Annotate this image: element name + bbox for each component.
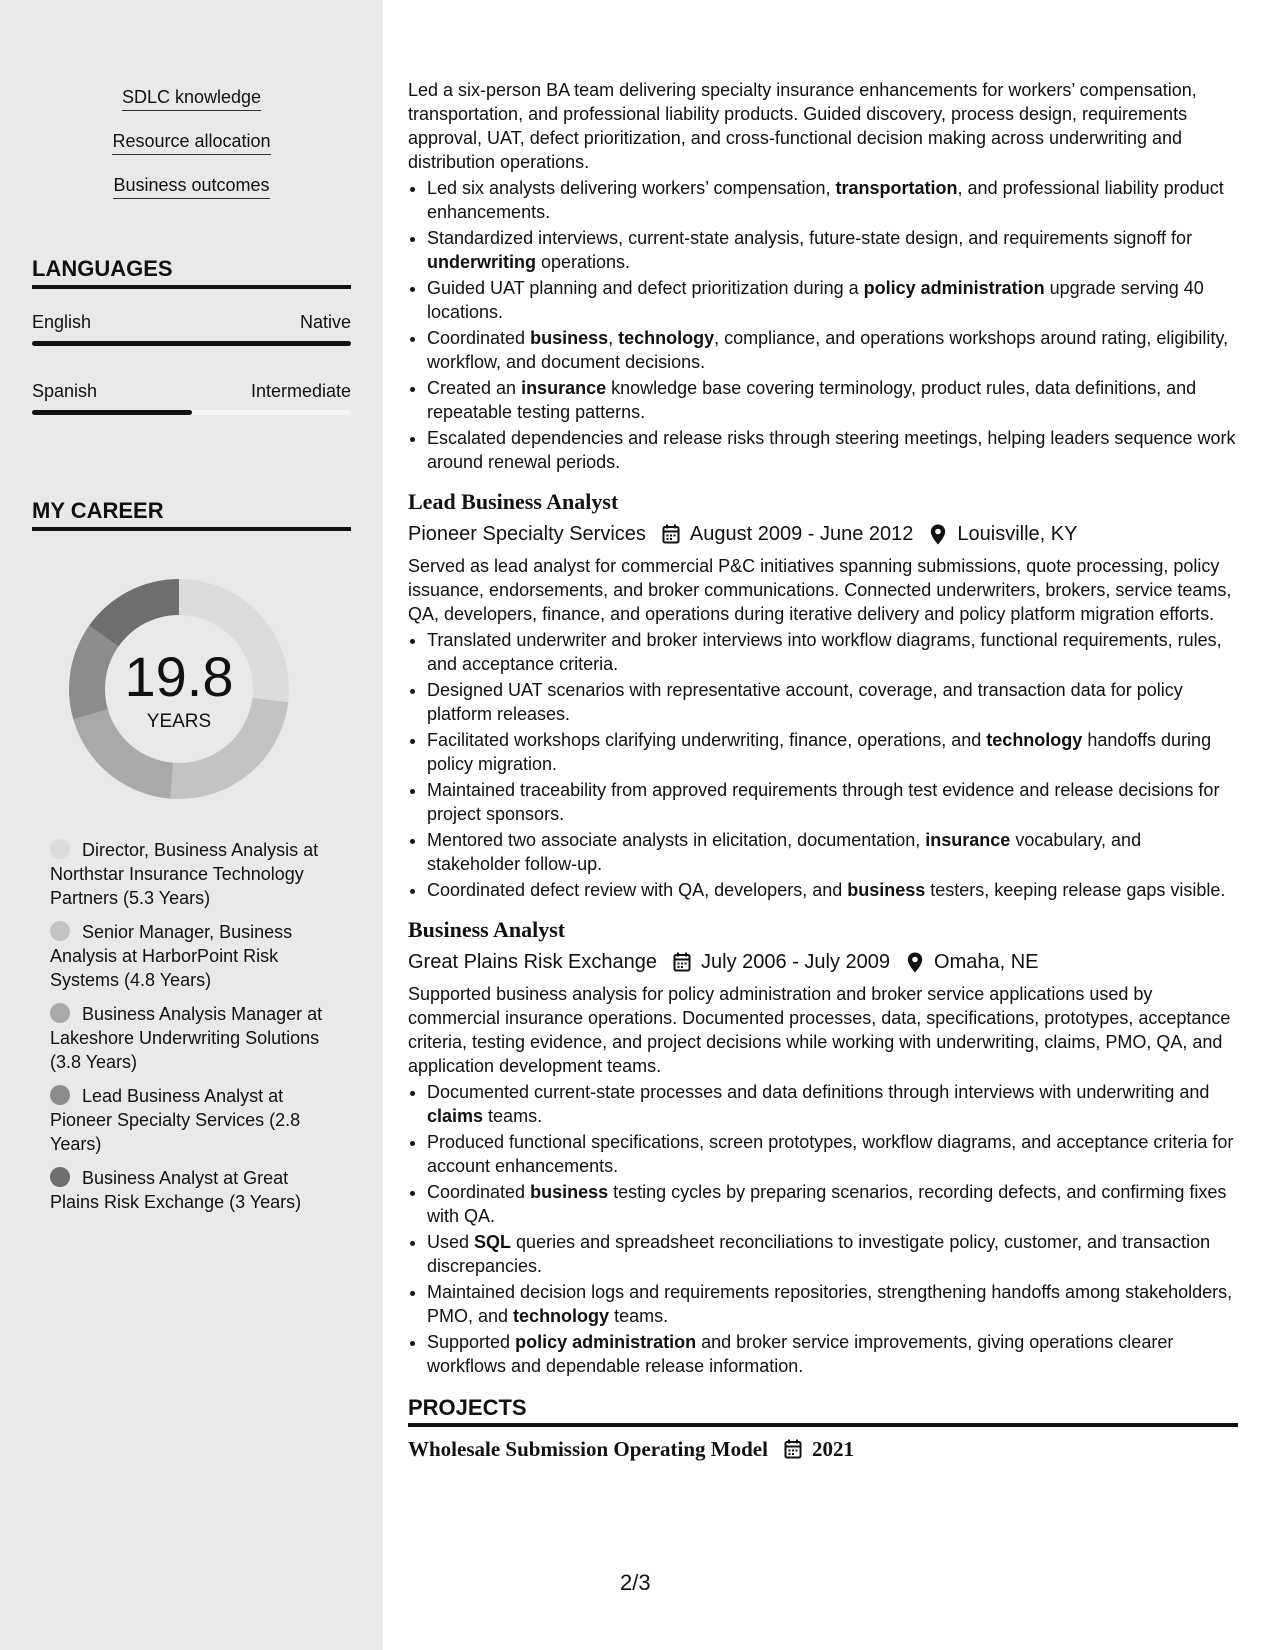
legend-label: Business Analysis Manager at Lakeshore Underwriting Solutions (3.8 Years) [50,1004,323,1072]
projects-heading: PROJECTS [408,1396,1238,1427]
project-year: 2021 [811,1437,854,1461]
legend-dot [50,839,70,859]
bullet-item: • Maintained traceability from approved requirements through test evidence and release decisions for project sponsors. [427,778,1238,826]
language-name: Spanish [32,381,98,401]
job-title: Business Analyst [408,917,566,942]
legend-label: Senior Manager, Business Analysis at HarborPoint Risk Systems (4.8 Years) [50,922,293,990]
language-english [32,312,351,346]
legend-dot [50,921,70,941]
language-level: Intermediate [250,381,351,401]
calendar-icon [671,951,693,973]
job-location: Omaha, NE [934,951,1039,973]
bullet-item: • Created an insurance knowledge base covering terminology, product rules, data definitions, and repeatable testing patterns. [427,376,1238,424]
skill-item: SDLC knowledge [122,84,261,111]
bullet-item: • Translated underwriter and broker interviews into workflow diagrams, functional requirements, rules, and acceptance criteria. [427,628,1238,676]
language-proficiency-fill [32,341,351,346]
skills-list [32,84,351,216]
languages-heading: LANGUAGES [32,256,351,289]
skill-item: Resource allocation [112,128,270,155]
job-dates: August 2009 - June 2012 [689,523,914,545]
job-company: Pioneer Specialty Services [408,523,646,545]
language-proficiency-fill [32,410,192,415]
bullet-item: • Mentored two associate analysts in elicitation, documentation, insurance vocabulary, and stakeholder follow-up. [427,828,1238,876]
skill-item: Business outcomes [113,172,269,199]
job-bullets [408,1080,1238,1378]
main-content [408,78,1238,1461]
bullet-item: • Guided UAT planning and defect prioritization during a policy administration upgrade serving 40 locations. [427,276,1238,324]
language-level: Native [299,312,351,332]
language-name: English [32,312,92,332]
bullet-item: • Used SQL queries and spreadsheet reconciliations to investigate policy, customer, and transaction discrepancies. [427,1230,1238,1278]
role-bullets [408,176,1238,474]
map-pin-icon [904,951,926,973]
sidebar [0,0,383,1650]
legend-dot [50,1003,70,1023]
career-legend-item [50,1166,330,1214]
career-legend-item [50,838,330,910]
job-summary: Served as lead analyst for commercial P&C initiatives spanning submissions, quote processing, policy issuance, endorsements, and broker communications. Connected underwriters, brokers, service teams, QA, developers, finance, and operations during iterative delivery and policy platform migration efforts. [408,556,1232,624]
language-proficiency-bar [32,341,351,346]
calendar-icon [660,523,682,545]
language-spanish [32,381,351,415]
job-title: Lead Business Analyst [408,489,619,514]
job-meta [408,520,1238,548]
role-summary: Led a six-person BA team delivering specialty insurance enhancements for workers’ compensation, transportation, and professional liability products. Guided discovery, process design, requirements approval, UAT, defect prioritization, and cross-functional decision making across underwriting and distribution operations. [408,80,1197,172]
calendar-icon [782,1438,804,1460]
project-row [408,1437,1238,1461]
bullet-item: • Coordinated defect review with QA, developers, and business testers, keeping release gaps visible. [427,878,1238,902]
career-heading: MY CAREER [32,498,351,531]
bullet-item: • Standardized interviews, current-state analysis, future-state design, and requirements signoff for underwriting operations. [427,226,1238,274]
map-pin-icon [927,523,949,545]
career-total: 19.8 [124,645,234,708]
job-summary: Supported business analysis for policy administration and broker service applications used by commercial insurance operations. Documented processes, data, specifications, prototypes, acceptance criteria, testing evidence, and project decisions while working with underwriting, claims, PMO, QA, and application development teams. [408,984,1231,1076]
job-location: Louisville, KY [957,523,1078,545]
bullet-item: • Documented current-state processes and data definitions through interviews with underwriting and claims teams. [427,1080,1238,1128]
job-meta [408,948,1238,976]
career-legend-item [50,1002,330,1074]
language-proficiency-bar [32,410,351,415]
bullet-item: • Coordinated business, technology, compliance, and operations workshops around rating, eligibility, workflow, and document decisions. [427,326,1238,374]
project-name: Wholesale Submission Operating Model [408,1437,768,1461]
page-number: 2/3 [620,1570,651,1595]
legend-dot [50,1085,70,1105]
job-bullets [408,628,1238,902]
career-legend-item [50,920,330,992]
bullet-item: • Supported policy administration and broker service improvements, giving operations clearer workflows and dependable release information. [427,1330,1238,1378]
bullet-item: • Designed UAT scenarios with representative account, coverage, and transaction data for policy platform releases. [427,678,1238,726]
bullet-item: • Escalated dependencies and release risks through steering meetings, helping leaders sequence work around renewal periods. [427,426,1238,474]
legend-label: Director, Business Analysis at Northstar Insurance Technology Partners (5.3 Years) [50,840,319,908]
bullet-item: • Coordinated business testing cycles by preparing scenarios, recording defects, and confirming fixes with QA. [427,1180,1238,1228]
career-unit: YEARS [146,711,212,732]
bullet-item: • Led six analysts delivering workers’ compensation, transportation, and professional liability product enhancements. [427,176,1238,224]
bullet-item: • Facilitated workshops clarifying underwriting, finance, operations, and technology handoffs during policy migration. [427,728,1238,776]
legend-label: Business Analyst at Great Plains Risk Exchange (3 Years) [50,1168,302,1212]
career-legend-item [50,1084,330,1156]
career-legend [50,838,330,1224]
career-donut-chart [64,574,294,804]
job-company: Great Plains Risk Exchange [408,951,658,973]
legend-dot [50,1167,70,1187]
legend-label: Lead Business Analyst at Pioneer Specialty Services (2.8 Years) [50,1086,301,1154]
bullet-item: • Produced functional specifications, screen prototypes, workflow diagrams, and acceptance criteria for account enhancements. [427,1130,1238,1178]
bullet-item: • Maintained decision logs and requirements repositories, strengthening handoffs among stakeholders, PMO, and technology teams. [427,1280,1238,1328]
job-dates: July 2006 - July 2009 [701,951,891,973]
